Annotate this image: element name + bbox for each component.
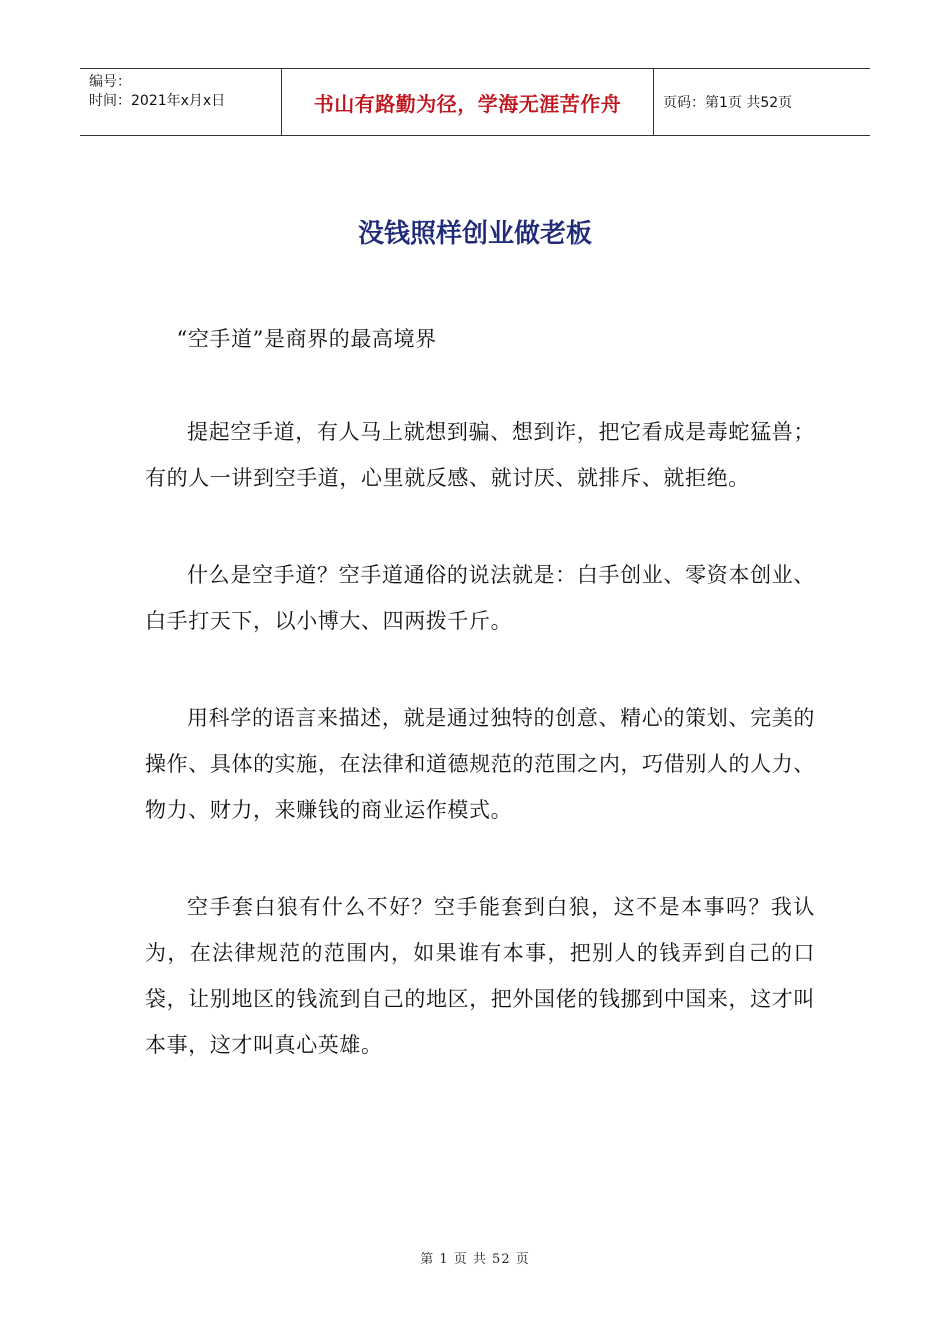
page-footer: 第 1 页 共 52 页	[420, 1252, 530, 1267]
motto-text: 书山有路勤为径，学海无涯苦作舟	[313, 91, 622, 116]
header-motto-cell	[281, 69, 654, 135]
number-label: 编号：	[89, 74, 131, 90]
paragraph-1: 提起空手道，有人马上就想到骗、想到诈，把它看成是毒蛇猛兽；有的人一讲到空手道，心里就反感、就讨厌、就排斥、就拒绝。	[145, 420, 815, 490]
paragraph-3: 用科学的语言来描述，就是通过独特的创意、精心的策划、完美的操作、具体的实施，在法律和道德规范的范围之内，巧借别人的人力、物力、财力，来赚钱的商业运作模式。	[145, 706, 815, 822]
section-subtitle: “空手道”是商界的最高境界	[176, 327, 437, 351]
page-header	[80, 68, 870, 136]
paragraph-2: 什么是空手道？空手道通俗的说法就是：白手创业、零资本创业、白手打天下，以小博大、四两拨千斤。	[145, 563, 815, 633]
header-meta	[80, 69, 281, 135]
page-info-text: 页码：第1页 共52页	[663, 95, 793, 111]
paragraph-4: 空手套白狼有什么不好？空手能套到白狼，这不是本事吗？我认为，在法律规范的范围内，如果谁有本事，把别人的钱弄到自己的口袋，让别地区的钱流到自己的地区，把外国佬的钱挪到中国来，这才叫本事，这才叫真心英雄。	[145, 895, 815, 1057]
document-title: 没钱照样创业做老板	[357, 219, 592, 249]
document-body	[145, 316, 815, 1119]
header-page-info	[654, 69, 870, 135]
time-label: 时间：2021年x月x日	[89, 93, 226, 109]
